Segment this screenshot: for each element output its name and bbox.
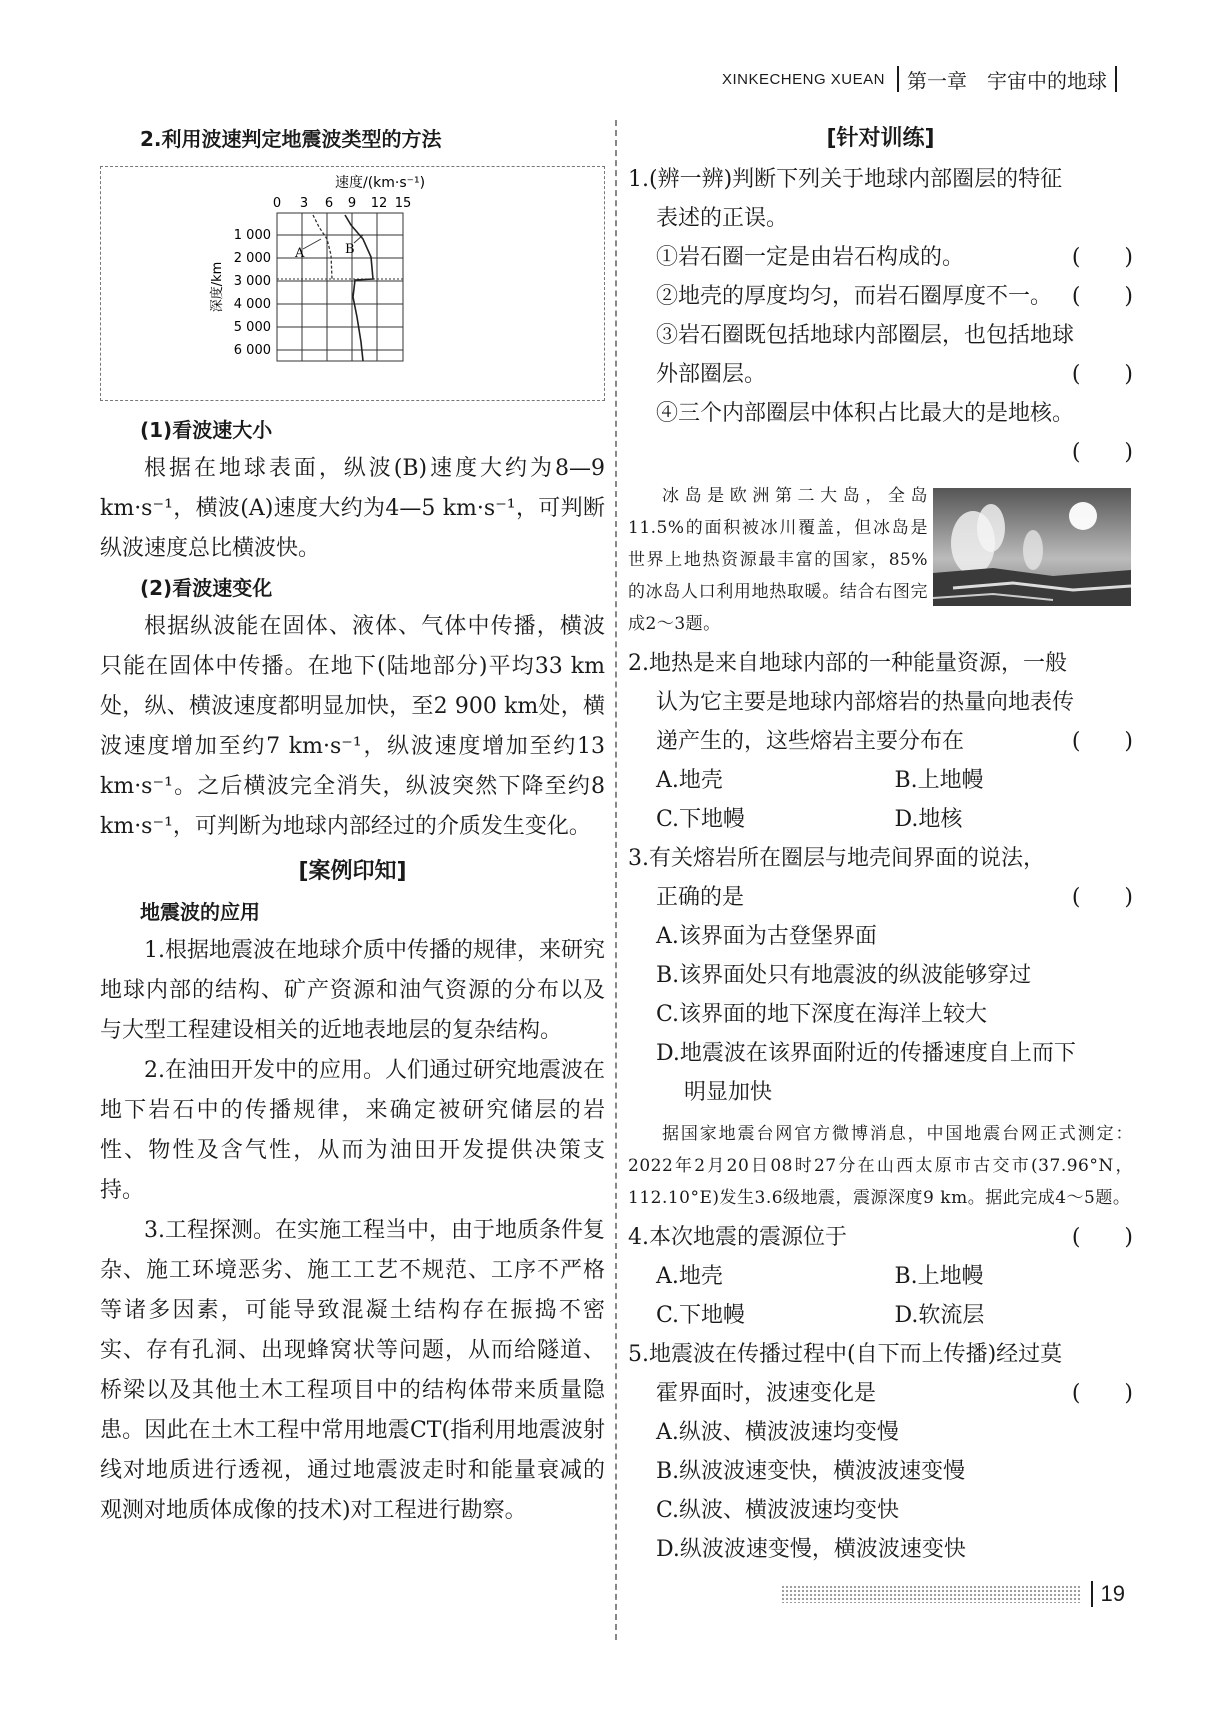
q5-option-b: B.纵波波速变快，横波波速变慢 xyxy=(656,1459,966,1484)
answer-paren: ( ) xyxy=(1071,1225,1133,1250)
wave-b-curve xyxy=(345,215,373,361)
column-divider xyxy=(615,120,617,1640)
q2-options-row-1 xyxy=(628,761,1133,800)
q2-stem-2: 认为它主要是地球内部熔岩的热量向地表传 xyxy=(656,690,1075,715)
answer-paren: ( ) xyxy=(1071,284,1133,309)
q3-option-d: D.地震波在该界面附近的传播速度自上而下 xyxy=(656,1041,1076,1066)
q2-stem: 2.地热是来自地球内部的一种能量资源，一般 xyxy=(628,651,1067,676)
q2-option-b: B.上地幔 xyxy=(894,768,984,793)
sub2-text: 根据纵波能在固体、液体、气体中传播，横波只能在固体中传播。在地下(陆地部分)平均33 km处，纵、横波速度都明显加快，至2 900 km处，横波速度增加至约7 km·s⁻¹，纵波速度增加至约13 km·s⁻¹。之后横波完全消失，纵波突然下降至约8 km·s⁻¹，可判断为地球内部经过的介质发生变化。 xyxy=(100,614,605,839)
q3-option-a: A.该界面为古登堡界面 xyxy=(656,924,877,949)
q5-option-d: D.纵波波速变慢，横波波速变快 xyxy=(656,1537,966,1562)
app-1: 1.根据地震波在地球介质中传播的规律，来研究地球内部的结构、矿产资源和油气资源的分布以及与大型工程建设相关的近地表地层的复杂结构。 xyxy=(100,938,605,1043)
q1-item-4: ④三个内部圈层中体积占比最大的是地核。 xyxy=(656,401,1075,426)
x-tick: 9 xyxy=(347,196,357,211)
sub1-text: 根据在地球表面，纵波(B)速度大约为8—9 km·s⁻¹，横波(A)速度大约为4—5 km·s⁻¹，可判断纵波速度总比横波快。 xyxy=(100,456,605,561)
running-header xyxy=(722,64,1125,94)
q4-stem: 4.本次地震的震源位于 ( ) xyxy=(628,1218,1133,1257)
case-title: [案例印知] xyxy=(298,859,407,884)
answer-paren: ( ) xyxy=(1071,440,1133,465)
wave-a-curve xyxy=(313,215,332,279)
y-tick: 3 000 xyxy=(233,274,271,289)
y-tick: 4 000 xyxy=(233,297,271,312)
answer-paren: ( ) xyxy=(1071,362,1133,387)
q3-stem: 3.有关熔岩所在圈层与地壳间界面的说法， xyxy=(628,846,1045,871)
q2-option-c: C.下地幔 xyxy=(656,807,746,832)
wave-b-pointer xyxy=(354,235,363,243)
wave-a-pointer xyxy=(303,239,321,249)
header-divider xyxy=(897,66,899,92)
iceland-passage xyxy=(628,480,1133,640)
q4-option-a: A.地壳 xyxy=(656,1264,723,1289)
q4-option-b: B.上地幔 xyxy=(894,1264,984,1289)
q1-stem-cont: 表述的正误。 xyxy=(656,206,789,231)
q5-option-c: C.纵波、横波波速均变快 xyxy=(656,1498,900,1523)
train-title: [针对训练] xyxy=(826,126,935,151)
y-tick: 2 000 xyxy=(233,251,271,266)
answer-paren: ( ) xyxy=(1071,729,1133,754)
q4-option-c: C.下地幔 xyxy=(656,1303,746,1328)
q4-options-row-2 xyxy=(628,1296,1133,1335)
sub1-title: (1)看波速大小 xyxy=(140,418,273,442)
q2-stem-3: 递产生的，这些熔岩主要分布在 ( ) xyxy=(628,722,1133,761)
header-pinyin: XINKECHENG XUEAN xyxy=(721,70,885,88)
q5-stem-2: 霍界面时，波速变化是 ( ) xyxy=(628,1374,1133,1413)
x-tick: 3 xyxy=(299,196,309,211)
q3-stem-2: 正确的是 ( ) xyxy=(628,878,1133,917)
q5-stem: 5.地震波在传播过程中(自下而上传播)经过莫 xyxy=(628,1342,1063,1367)
x-tick: 12 xyxy=(370,196,388,211)
quake-passage: 据国家地震台网官方微博消息，中国地震台网正式测定：2022年2月20日08时27分在山西太原市古交市(37.96°N，112.10°E)发生3.6级地震，震源深度9 km。据此完成4～5题。 xyxy=(628,1124,1133,1208)
iceland-text: 冰岛是欧洲第二大岛，全岛11.5%的面积被冰川覆盖，但冰岛是世界上地热资源最丰富的国家，85%的冰岛人口利用地热取暖。结合右图完成2～3题。 xyxy=(628,486,928,634)
app-2: 2.在油田开发中的应用。人们通过研究地震波在地下岩石中的传播规律，来确定被研究储层的岩性、物性及含气性，从而为油田开发提供决策支持。 xyxy=(100,1058,605,1203)
answer-paren: ( ) xyxy=(1071,245,1133,270)
answer-paren: ( ) xyxy=(1071,1381,1133,1406)
wave-b-label: B xyxy=(345,242,355,257)
y-tick: 6 000 xyxy=(233,343,271,358)
app-3: 3.工程探测。在实施工程当中，由于地质条件复杂、施工环境恶劣、施工工艺不规范、工序不严格等诸多因素，可能导致混凝土结构存在振捣不密实、存有孔洞、出现蜂窝状等问题，从而给隧道、桥梁以及其他土木工程项目中的结构体带来质量隐患。因此在土木工程中常用地震CT(指利用地震波射线对地质进行透视，通过地震波走时和能量衰减的观测对地质体成像的技术)对工程进行勘察。 xyxy=(100,1218,605,1523)
right-column xyxy=(628,120,1133,1569)
x-tick: 6 xyxy=(324,196,334,211)
q1-item-4-paren-line xyxy=(628,433,1133,472)
x-tick: 15 xyxy=(394,196,412,211)
wave-a-label: A xyxy=(295,246,305,261)
app-title: 地震波的应用 xyxy=(140,900,260,924)
geothermal-photo xyxy=(933,488,1131,606)
q3-option-b: B.该界面处只有地震波的纵波能够穿过 xyxy=(656,963,1032,988)
y-axis-label: 深度/km xyxy=(210,261,225,313)
q2-options-row-2 xyxy=(628,800,1133,839)
q1-item-3: ③岩石圈既包括地球内部圈层，也包括地球 xyxy=(656,323,1075,348)
page-footer xyxy=(781,1579,1125,1609)
y-tick: 5 000 xyxy=(233,320,271,335)
method-title: 2.利用波速判定地震波类型的方法 xyxy=(140,127,442,151)
q4-options-row-1 xyxy=(628,1257,1133,1296)
q1-item-1: ①岩石圈一定是由岩石构成的。 ( ) xyxy=(628,238,1133,277)
q1-item-2: ②地壳的厚度均匀，而岩石圈厚度不一。 ( ) xyxy=(628,277,1133,316)
q1-stem: 1.(辨一辨)判断下列关于地球内部圈层的特征 xyxy=(628,167,1063,192)
figure-top-label: 速度/(km·s⁻¹) xyxy=(335,175,426,191)
q2-option-d: D.地核 xyxy=(894,807,963,832)
q5-option-a: A.纵波、横波波速均变慢 xyxy=(656,1420,899,1445)
y-tick: 1 000 xyxy=(233,228,271,243)
q2-option-a: A.地壳 xyxy=(656,768,723,793)
answer-paren: ( ) xyxy=(1071,885,1133,910)
x-tick: 0 xyxy=(272,196,282,211)
page-number: 19 xyxy=(1091,1581,1125,1607)
wave-speed-chart xyxy=(101,167,606,402)
q1-item-3-cont: 外部圈层。 ( ) xyxy=(628,355,1133,394)
q3-option-d-cont: 明显加快 xyxy=(684,1080,773,1105)
q3-option-c: C.该界面的地下深度在海洋上较大 xyxy=(656,1002,988,1027)
left-column xyxy=(100,120,605,1531)
sub2-title: (2)看波速变化 xyxy=(140,576,273,600)
q4-option-d: D.软流层 xyxy=(894,1303,985,1328)
footer-dot-pattern xyxy=(781,1585,1081,1603)
header-divider-end xyxy=(1115,66,1117,92)
seismic-wave-figure xyxy=(100,166,605,401)
header-chapter: 第一章 宇宙中的地球 xyxy=(907,68,1107,93)
